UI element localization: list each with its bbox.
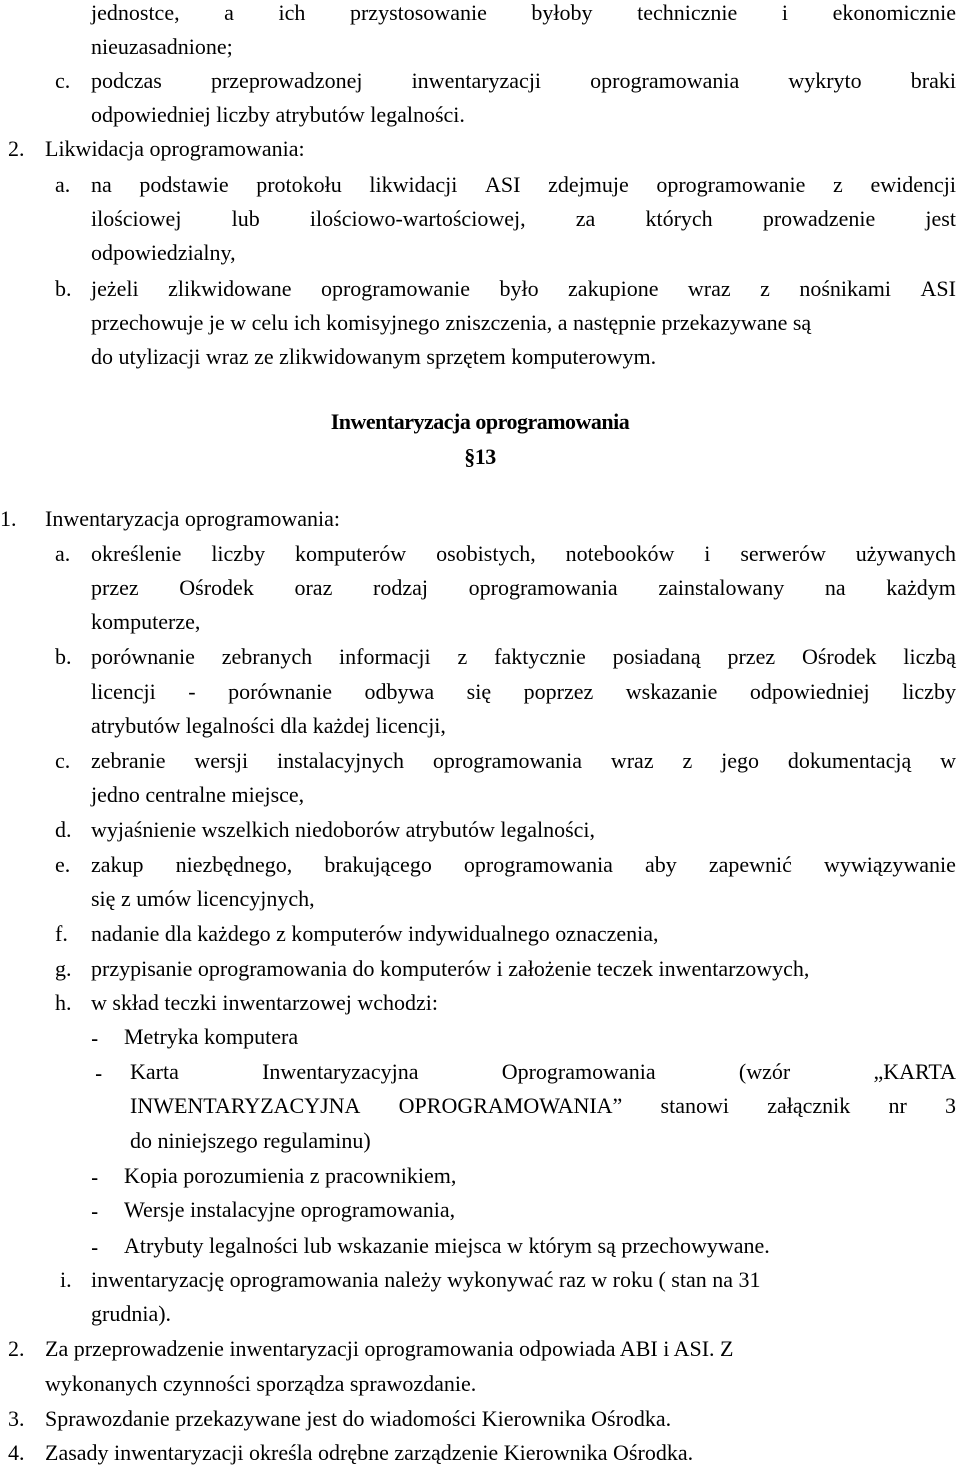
text-line: inwentaryzację oprogramowania należy wykonywać raz w roku ( stan na 31 — [91, 1267, 761, 1292]
text-line — [91, 577, 956, 599]
word: zlikwidowane — [168, 276, 292, 301]
word: inwentaryzacji — [411, 68, 542, 93]
word: w — [940, 748, 956, 773]
word: jednostce, — [91, 0, 180, 25]
text-line — [91, 854, 956, 876]
text-line: się z umów licencyjnych, — [91, 886, 315, 911]
text-line: grudnia). — [91, 1301, 172, 1326]
text-line: Wersje instalacyjne oprogramowania, — [124, 1197, 456, 1222]
dash-bullet: - — [91, 1235, 99, 1260]
text-line — [91, 278, 956, 300]
word: wskazanie — [625, 679, 718, 704]
list-marker: 2. — [8, 136, 25, 161]
text-line: nieuzasadnione; — [91, 34, 233, 59]
word: Oprogramowania — [501, 1059, 656, 1084]
word: liczbą — [903, 644, 956, 669]
word: jeżeli — [91, 276, 139, 301]
word: jego — [721, 748, 759, 773]
list-marker: 1. — [0, 506, 17, 531]
word: zapewnić — [708, 852, 792, 877]
word: Inwentaryzacyjna — [262, 1059, 419, 1084]
text-line: przechowuje je w celu ich komisyjnego zniszczenia, a następnie przekazywane są — [91, 310, 812, 335]
text-line: odpowiedniej liczby atrybutów legalności. — [91, 102, 465, 127]
dash-bullet: - — [91, 1026, 99, 1051]
word: (wzór — [738, 1059, 791, 1084]
text-line: wykonanych czynności sporządza sprawozdanie. — [45, 1371, 477, 1396]
list-marker: h. — [55, 990, 72, 1015]
word: za — [575, 206, 596, 231]
word: ewidencji — [870, 172, 956, 197]
word: załącznik — [767, 1093, 851, 1118]
text-line: Atrybuty legalności lub wskazanie miejsca w którym są przechowywane. — [124, 1233, 770, 1258]
word: zakupione — [568, 276, 659, 301]
list-marker: c. — [55, 68, 71, 93]
word: było — [499, 276, 539, 301]
word: na — [91, 172, 112, 197]
list-marker: e. — [55, 852, 71, 877]
text-line: Inwentaryzacja oprogramowania: — [45, 506, 341, 531]
text-line — [130, 1095, 956, 1117]
word: oprogramowania — [463, 852, 613, 877]
word: oprogramowanie — [656, 172, 806, 197]
text-line: do niniejszego regulaminu) — [130, 1128, 371, 1153]
text-line: Metryka komputera — [124, 1024, 299, 1049]
word: nośnikami — [799, 276, 891, 301]
word: nr — [888, 1093, 907, 1118]
word: używanych — [855, 541, 956, 566]
word: liczby — [211, 541, 266, 566]
word: i — [704, 541, 711, 566]
section-title: Inwentaryzacja oprogramowania — [330, 409, 630, 434]
text-line: przypisanie oprogramowania do komputerów i założenie teczek inwentarzowych, — [91, 956, 810, 981]
word: rodzaj — [373, 575, 428, 600]
word: ekonomicznie — [832, 0, 956, 25]
word: technicznie — [637, 0, 738, 25]
text-line: w skład teczki inwentarzowej wchodzi: — [91, 990, 438, 1015]
word: jest — [925, 206, 956, 231]
word: ASI — [485, 172, 521, 197]
word: zdejmuje — [548, 172, 629, 197]
word: OPROGRAMOWANIA” — [398, 1093, 623, 1118]
word: ich — [278, 0, 306, 25]
word: wraz — [610, 748, 654, 773]
list-marker: 3. — [8, 1406, 25, 1431]
list-marker: c. — [55, 748, 71, 773]
text-line: atrybutów legalności dla każdej licencji, — [91, 713, 446, 738]
text-line — [91, 208, 956, 230]
text-line — [91, 646, 956, 668]
word: których — [645, 206, 713, 231]
word: komputerów — [294, 541, 407, 566]
list-marker: b. — [55, 276, 72, 301]
word: każdym — [886, 575, 956, 600]
list-marker: a. — [55, 172, 71, 197]
text-line: Zasady inwentaryzacji określa odrębne zarządzenie Kierownika Ośrodka. — [45, 1440, 694, 1465]
word: podczas — [91, 68, 162, 93]
word: instalacyjnych — [276, 748, 405, 773]
word: protokołu — [256, 172, 342, 197]
word: zebranie — [91, 748, 166, 773]
word: braki — [910, 68, 956, 93]
list-marker: a. — [55, 541, 71, 566]
word: podstawie — [139, 172, 229, 197]
text-line: komputerze, — [91, 609, 201, 634]
word: z — [682, 748, 693, 773]
word: oprogramowania — [468, 575, 618, 600]
word: prowadzenie — [762, 206, 876, 231]
word: przystosowanie — [349, 0, 487, 25]
word: wywiązywanie — [823, 852, 956, 877]
word: oprogramowania — [432, 748, 582, 773]
dash-bullet: - — [95, 1061, 103, 1086]
word: ASI — [920, 276, 956, 301]
word: stanowi — [660, 1093, 729, 1118]
word: przez — [91, 575, 139, 600]
text-line: Za przeprowadzenie inwentaryzacji oprogramowania odpowiada ABI i ASI. Z — [45, 1336, 734, 1361]
word: określenie — [91, 541, 182, 566]
word: „KARTA — [873, 1059, 956, 1084]
word: Karta — [130, 1059, 179, 1084]
word: porównanie — [228, 679, 332, 704]
word: osobistych, — [436, 541, 536, 566]
word: licencji — [91, 679, 156, 704]
word: wykryto — [788, 68, 862, 93]
list-marker: g. — [55, 956, 72, 981]
word: przez — [727, 644, 776, 669]
text-line — [91, 543, 956, 565]
text-line: jedno centralne miejsce, — [91, 782, 305, 807]
word: 3 — [944, 1093, 956, 1118]
word: oraz — [294, 575, 333, 600]
dash-bullet: - — [91, 1165, 99, 1190]
word: odbywa — [364, 679, 435, 704]
word: liczby — [902, 679, 956, 704]
list-marker: b. — [55, 644, 72, 669]
word: wraz — [687, 276, 731, 301]
word: oprogramowanie — [320, 276, 471, 301]
word: zebranych — [221, 644, 313, 669]
text-line — [91, 70, 956, 92]
word: informacji — [339, 644, 431, 669]
text-line — [91, 174, 956, 196]
list-marker: f. — [55, 921, 68, 946]
word: zakup — [91, 852, 144, 877]
word: a — [224, 0, 234, 25]
list-marker: d. — [55, 817, 72, 842]
word: zainstalowany — [658, 575, 785, 600]
text-line: wyjaśnienie wszelkich niedoborów atrybutów legalności, — [91, 817, 596, 842]
word: Ośrodek — [801, 644, 877, 669]
text-line — [130, 1061, 956, 1083]
word: - — [188, 679, 196, 704]
word: serwerów — [740, 541, 826, 566]
word: poprzez — [523, 679, 594, 704]
text-line — [91, 750, 956, 772]
word: ilościowo-wartościowej, — [309, 206, 526, 231]
word: przeprowadzonej — [210, 68, 363, 93]
list-marker: 2. — [8, 1336, 25, 1361]
word: faktycznie — [494, 644, 586, 669]
word: niezbędnego, — [175, 852, 293, 877]
word: posiadaną — [612, 644, 701, 669]
text-line: Kopia porozumienia z pracownikiem, — [124, 1163, 457, 1188]
list-marker: 4. — [8, 1440, 25, 1465]
text-line — [91, 2, 956, 24]
word: z — [457, 644, 468, 669]
word: likwidacji — [369, 172, 458, 197]
list-marker: i. — [60, 1267, 72, 1292]
word: lub — [231, 206, 260, 231]
word: porównanie — [91, 644, 195, 669]
text-line: Likwidacja oprogramowania: — [45, 136, 305, 161]
word: Ośrodek — [179, 575, 254, 600]
word: byłoby — [531, 0, 593, 25]
word: z — [760, 276, 770, 301]
word: aby — [645, 852, 677, 877]
dash-bullet: - — [91, 1199, 99, 1224]
word: i — [781, 0, 788, 25]
text-line: nadanie dla każdego z komputerów indywidualnego oznaczenia, — [91, 921, 659, 946]
word: brakującego — [324, 852, 432, 877]
word: wersji — [194, 748, 249, 773]
word: się — [466, 679, 492, 704]
text-line: Sprawozdanie przekazywane jest do wiadomości Kierownika Ośrodka. — [45, 1406, 672, 1431]
paragraph-number: §13 — [464, 444, 496, 469]
word: z — [833, 172, 843, 197]
word: INWENTARYZACYJNA — [130, 1093, 361, 1118]
word: na — [824, 575, 846, 600]
text-line — [91, 681, 956, 703]
word: odpowiedniej — [749, 679, 870, 704]
text-line: do utylizacji wraz ze zlikwidowanym sprzętem komputerowym. — [91, 344, 657, 369]
word: oprogramowania — [590, 68, 740, 93]
word: ilościowej — [91, 206, 182, 231]
text-line: odpowiedzialny, — [91, 240, 236, 265]
word: notebooków — [565, 541, 675, 566]
word: dokumentacją — [787, 748, 912, 773]
